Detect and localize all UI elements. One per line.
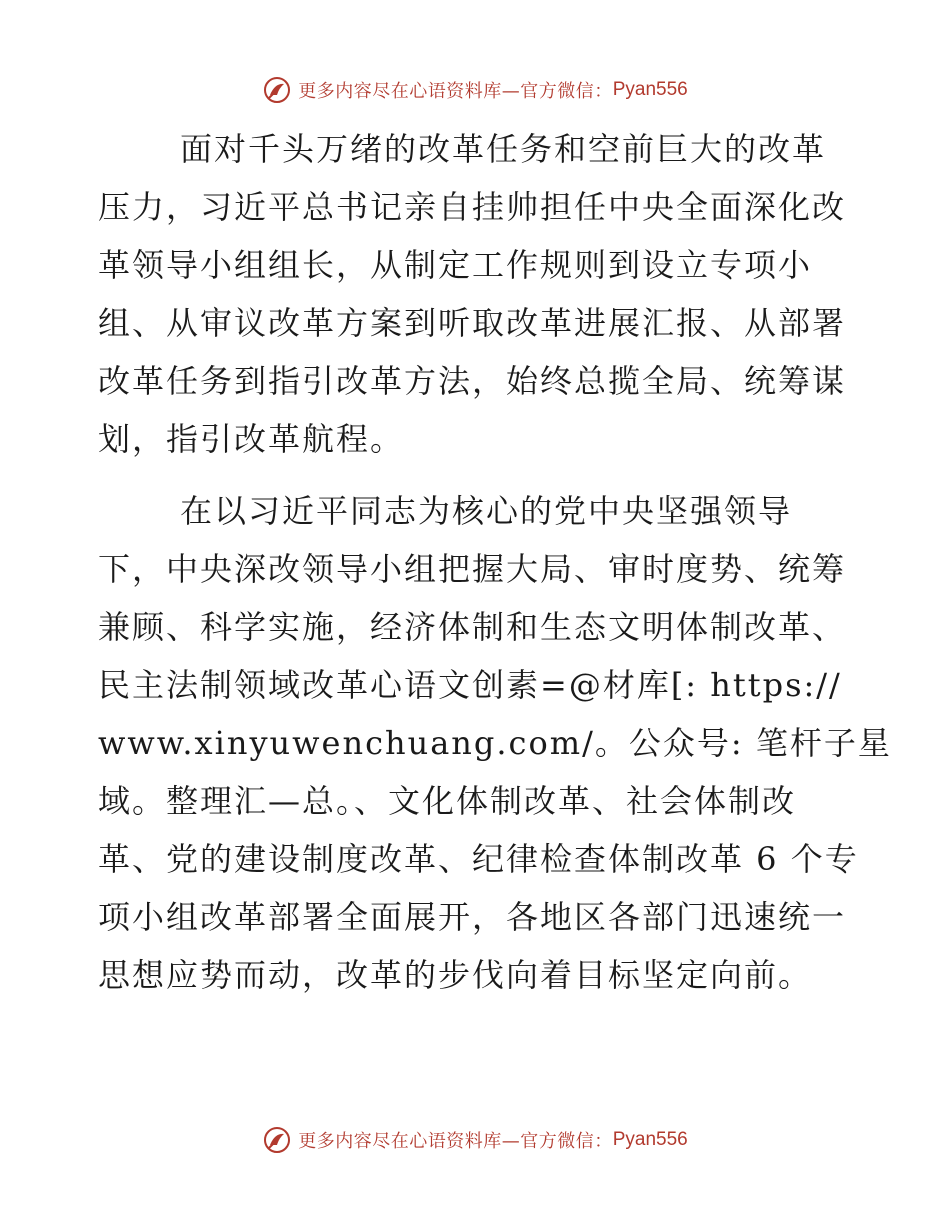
article-body xyxy=(98,120,892,1004)
text-line: 在以习近平同志为核心的党中央坚强领导 xyxy=(180,492,793,530)
paragraph-1 xyxy=(98,120,858,468)
text-line: 思想应势而动，改革的步伐向着目标坚定向前。 xyxy=(98,956,813,994)
text-line: 兼顾、科学实施，经济体制和生态文明体制改革、 xyxy=(98,608,847,646)
watermark-text: 更多内容尽在心语资料库—官方微信： xyxy=(298,81,613,102)
watermark-text: 更多内容尽在心语资料库—官方微信： xyxy=(298,1131,613,1152)
text-line: 革、党的建设制度改革、纪律检查体制改革 6 个专 xyxy=(98,840,859,878)
watermark-handle: Pyan556 xyxy=(612,1129,688,1150)
header-watermark xyxy=(0,72,950,108)
brush-logo-icon xyxy=(262,75,292,105)
text-line: 改革任务到指引改革方法，始终总揽全局、统筹谋 xyxy=(98,362,847,400)
text-line: www.xinyuwenchuang.com/。公众号: 笔杆子星 xyxy=(98,724,892,762)
paragraph-spacer xyxy=(98,468,858,482)
text-line: 面对千头万绪的改革任务和空前巨大的改革 xyxy=(180,130,827,168)
text-line: 下，中央深改领导小组把握大局、审时度势、统筹 xyxy=(98,550,847,588)
text-line: 项小组改革部署全面展开，各地区各部门迅速统一 xyxy=(98,898,847,936)
text-line: 组、从审议改革方案到听取改革进展汇报、从部署 xyxy=(98,304,847,342)
text-line: 划，指引改革航程。 xyxy=(98,420,405,458)
footer-watermark xyxy=(0,1122,950,1158)
text-line: 民主法制领域改革心语文创素=@材库[: https:// xyxy=(98,666,842,704)
text-line: 革领导小组组长，从制定工作规则到设立专项小 xyxy=(98,246,813,284)
text-line: 压力，习近平总书记亲自挂帅担任中央全面深化改 xyxy=(98,188,847,226)
watermark-handle: Pyan556 xyxy=(612,79,688,100)
text-line: 域。整理汇—总。、文化体制改革、社会体制改 xyxy=(98,782,797,820)
brush-logo-icon xyxy=(262,1125,292,1155)
paragraph-2 xyxy=(98,482,892,1004)
